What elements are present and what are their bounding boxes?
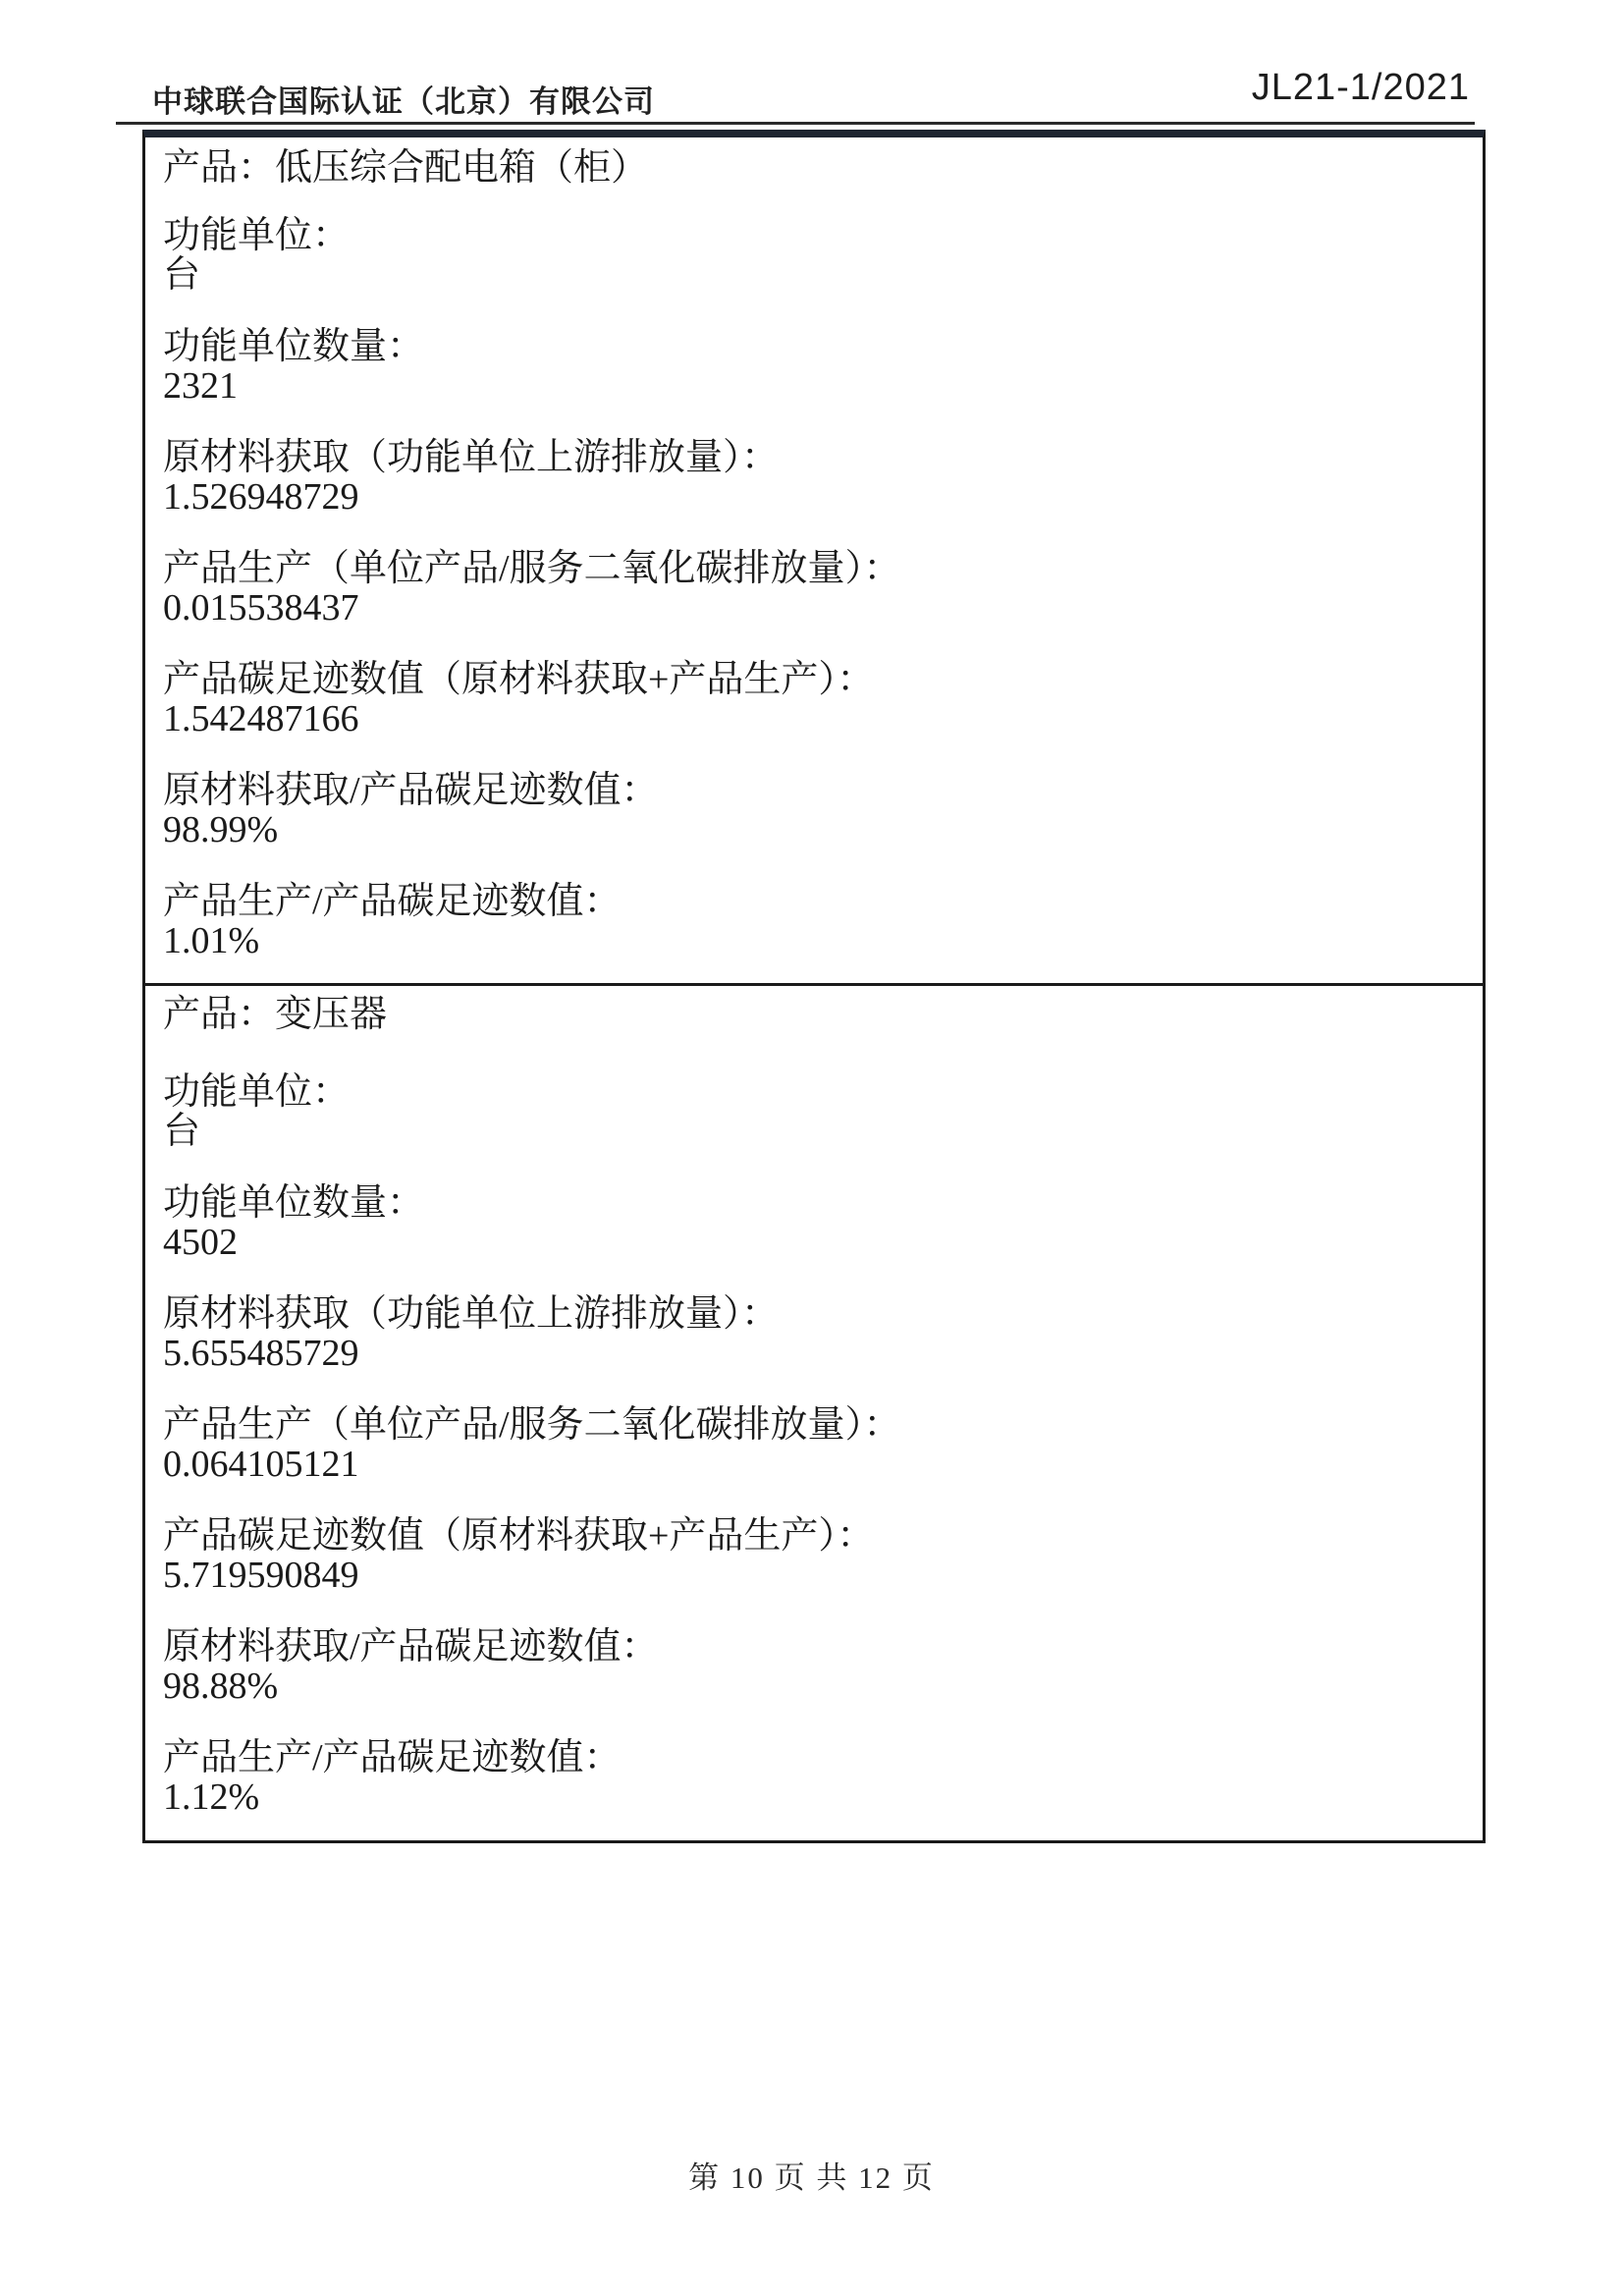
field-product-production	[163, 549, 1463, 628]
product-section-2	[145, 986, 1483, 1840]
field-product-production	[163, 1405, 1463, 1484]
field-value: 台	[163, 254, 201, 296]
field-value: 5.719590849	[163, 1555, 359, 1596]
product-data-box	[142, 130, 1486, 1843]
field-raw-material-acquisition	[163, 438, 1463, 517]
field-value: 1.526948729	[163, 476, 359, 518]
field-carbon-footprint-value	[163, 660, 1463, 738]
field-label: 产品生产/产品碳足迹数值：	[163, 881, 622, 922]
header-company-name: 中球联合国际认证（北京）有限公司	[152, 84, 655, 119]
field-functional-unit-quantity	[163, 327, 1463, 406]
field-label: 功能单位数量：	[163, 1182, 425, 1224]
field-functional-unit-quantity	[163, 1183, 1463, 1262]
field-value: 4502	[163, 1222, 238, 1263]
field-carbon-footprint-value	[163, 1516, 1463, 1595]
field-label: 产品碳足迹数值（原材料获取+产品生产）：	[163, 1515, 875, 1557]
field-raw-material-ratio	[163, 1627, 1463, 1706]
field-functional-unit	[163, 216, 1463, 295]
field-production-ratio	[163, 882, 1463, 960]
field-raw-material-ratio	[163, 771, 1463, 849]
field-value: 2321	[163, 365, 238, 407]
field-functional-unit	[163, 1072, 1463, 1151]
field-value: 1.542487166	[163, 698, 359, 739]
field-value: 0.064105121	[163, 1444, 359, 1485]
field-label: 产品生产（单位产品/服务二氧化碳排放量）：	[163, 1404, 901, 1446]
field-production-ratio	[163, 1738, 1463, 1817]
field-label: 原材料获取（功能单位上游排放量）：	[163, 437, 780, 478]
field-label: 原材料获取（功能单位上游排放量）：	[163, 1293, 780, 1335]
header-document-number: JL21-1/2021	[1251, 67, 1470, 108]
field-label: 产品生产（单位产品/服务二氧化碳排放量）：	[163, 548, 901, 589]
field-label: 产品碳足迹数值（原材料获取+产品生产）：	[163, 659, 875, 700]
field-value: 5.655485729	[163, 1333, 359, 1374]
product-title: 产品：变压器	[163, 994, 388, 1035]
field-label: 功能单位：	[163, 1071, 351, 1113]
field-value: 98.88%	[163, 1666, 279, 1707]
field-label: 功能单位：	[163, 215, 351, 256]
field-label: 功能单位数量：	[163, 326, 425, 367]
field-label: 原材料获取/产品碳足迹数值：	[163, 1626, 659, 1667]
field-label: 产品生产/产品碳足迹数值：	[163, 1737, 622, 1778]
product-section-1	[145, 137, 1483, 986]
field-raw-material-acquisition	[163, 1294, 1463, 1373]
field-value: 台	[163, 1111, 201, 1152]
field-value: 0.015538437	[163, 587, 359, 629]
field-value: 1.01%	[163, 920, 260, 961]
product-title: 产品：低压综合配电箱（柜）	[163, 147, 649, 189]
field-value: 98.99%	[163, 809, 279, 850]
header-divider-line	[116, 122, 1475, 125]
field-label: 原材料获取/产品碳足迹数值：	[163, 770, 659, 811]
page-number: 第 10 页 共 12 页	[688, 2160, 935, 2195]
field-value: 1.12%	[163, 1777, 260, 1818]
